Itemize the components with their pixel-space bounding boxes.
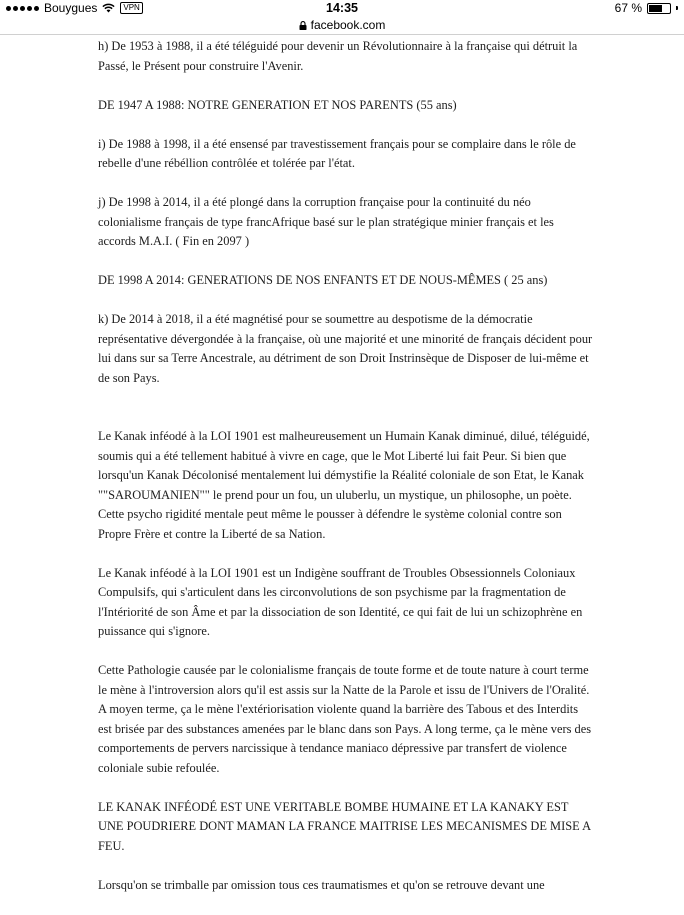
- paragraph-h: h) De 1953 à 1988, il a été téléguidé pour devenir un Révolutionnaire à la française qui détruit la Passé, le Présent pour construire l'Avenir.: [98, 39, 578, 73]
- paragraph-traumatismes: Lorsqu'on se trimballe par omission tous ces traumatismes et qu'on se retrouve devant une: [98, 877, 545, 892]
- paragraph-i: i) De 1988 à 1998, il a été ensensé par travestissement français pour se complaire dans le rôle de rebelle d'une rébéllion contrôlée et tolérée par l'état.: [98, 136, 576, 170]
- paragraph-k: k) De 2014 à 2018, il a été magnétisé pour se soumettre au despotisme de la démocratie représentative dévergondée à la française, où une majorité et une minorité de français décident pour lui dans sur sa Terre Ancestrale, au détriment de son Droit Instrinsèque de Disposer de lui-même et de son Pays.: [98, 312, 593, 385]
- url-domain[interactable]: facebook.com: [310, 18, 386, 32]
- battery-percent: 67 %: [614, 1, 642, 15]
- paragraph-pathologie: Cette Pathologie causée par le colonialisme français de toute forme et de toute nature à court terme le mène à l'introversion alors qu'il est assis sur la Natte de la Parole et issu de l'Univers de l'Oralité. A moyen terme, ça le mène l'extériorisation violente quand la barrière des Tabous et des Interdits est brisée par des substances amenées par le blanc dans son Pays. A long terme, ça le mène vers des comportements de pervers narcissique à tendance maniaco dépressive par transfert de violence coloniale subie refoulée.: [98, 663, 592, 775]
- paragraph-indigene: Le Kanak inféodé à la LOI 1901 est un Indigène souffrant de Troubles Obsessionnels Coloniaux Compulsifs, qui s'articulent dans les circonvolutions de son psychisme par la fragmentation de l'Intériorité de son Âme et par la dissociation de son Identité, ce qui fait de lui un schizophrène en puissance qui s'ignore.: [98, 565, 583, 638]
- battery-icon: [647, 3, 671, 14]
- lock-icon: [299, 21, 307, 30]
- post-body: [98, 37, 593, 915]
- paragraph-bombe-humaine: LE KANAK INFÉODÉ EST UNE VERITABLE BOMBE HUMAINE ET LA KANAKY EST UNE POUDRIERE DONT MAMAN LA FRANCE MAITRISE LES MECANISMES DE MISE A FEU.: [98, 799, 591, 853]
- status-bar: [0, 0, 684, 16]
- status-bar-right: [615, 1, 678, 15]
- battery-level-fill: [649, 5, 662, 12]
- paragraph-kanak-loi-1901: Le Kanak inféodé à la LOI 1901 est malheureusement un Humain Kanak diminué, dilué, téléguidé, soumis qui a été tellement habitué à vivre en cage, que le Mot Liberté lui fait Peur. Si bien que lorsqu'un Kanak Décolonisé mentalement lui démystifie la Réalité coloniale de son Etat, le Kanak ""SAROUMANIEN"" le prend pour un fou, un uluberlu, un mystique, un philosophe, un poète. Cette psycho rigidité mentale peut même le pousser à défendre le système colonial contre son Propre Frère et contre la Liberté de sa Nation.: [98, 429, 590, 541]
- address-bar[interactable]: [0, 16, 684, 35]
- status-time: 14:35: [326, 1, 358, 15]
- battery-tip: [676, 6, 678, 10]
- carrier-name: Bouygues: [44, 1, 98, 15]
- heading-1947-1988: DE 1947 A 1988: NOTRE GENERATION ET NOS PARENTS (55 ans): [98, 97, 457, 112]
- heading-1998-2014: DE 1998 A 2014: GENERATIONS DE NOS ENFANTS ET DE NOUS-MÊMES ( 25 ans): [98, 273, 548, 287]
- vpn-badge: VPN: [120, 2, 142, 14]
- paragraph-j: j) De 1998 à 2014, il a été plongé dans la corruption française pour la continuité du néo colonialisme français de type francAfrique basé sur le plan stratégique minier français et les accords M.A.I. ( Fin en 2097 ): [98, 195, 554, 248]
